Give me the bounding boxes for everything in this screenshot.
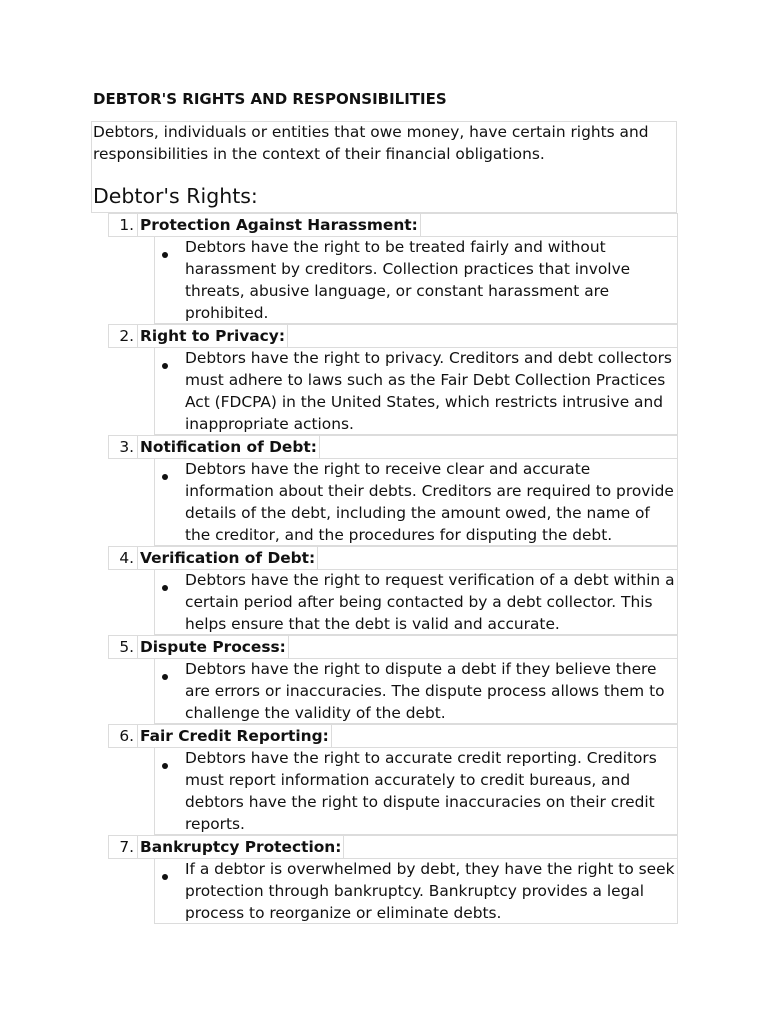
- list-item-heading: Verification of Debt:: [137, 546, 318, 570]
- bullet-icon: [162, 585, 168, 591]
- list-item-heading: Bankruptcy Protection:: [137, 835, 344, 859]
- list-item-number: 4.: [119, 549, 134, 567]
- list-item-heading: Dispute Process:: [137, 635, 289, 659]
- bullet-text: Debtors have the right to privacy. Creditors and debt collectors must adhere to laws such as the Fair Debt Collection Practices Act (FDCPA) in the United States, which restricts intrusive and inappropriate actions.: [185, 349, 672, 433]
- bullet-icon: [162, 474, 168, 480]
- bullet-text: Debtors have the right to be treated fairly and without harassment by creditors. Collection practices that involve threats, abusive language, or constant harassment are prohibited.: [185, 238, 631, 322]
- bullet-text: Debtors have the right to accurate credit reporting. Creditors must report information accurately to credit bureaus, and debtors have the right to dispute inaccuracies on their credit reports.: [185, 749, 657, 833]
- bullet-text: If a debtor is overwhelmed by debt, they have the right to seek protection through bankruptcy. Bankruptcy provides a legal process to reorganize or eliminate debts.: [185, 860, 675, 922]
- list-item-number: 2.: [119, 327, 134, 345]
- bullet-text: Debtors have the right to dispute a debt if they believe there are errors or inaccuracies. The dispute process allows them to challenge the validity of the debt.: [185, 660, 665, 722]
- bullet-icon: [162, 363, 168, 369]
- list-item-number: 7.: [119, 838, 134, 856]
- bullet-text: Debtors have the right to receive clear and accurate information about their debts. Creditors are required to provide details of the debt, including the amount owed, the name of the creditor, and the procedures for disputing the debt.: [185, 460, 674, 544]
- bullet-icon: [162, 763, 168, 769]
- list-item-heading: Notification of Debt:: [137, 435, 320, 459]
- list-item-heading: Protection Against Harassment:: [137, 213, 421, 237]
- list-item-heading: Right to Privacy:: [137, 324, 288, 348]
- list-item-number: 6.: [119, 727, 134, 745]
- bullet-icon: [162, 674, 168, 680]
- rights-heading: Debtor's Rights:: [93, 184, 258, 208]
- list-item-heading: Fair Credit Reporting:: [137, 724, 332, 748]
- bullet-icon: [162, 252, 168, 258]
- bullet-icon: [162, 874, 168, 880]
- list-item-number: 3.: [119, 438, 134, 456]
- intro-paragraph: Debtors, individuals or entities that owe money, have certain rights and responsibilities in the context of their financial obligations.: [93, 123, 649, 163]
- bullet-text: Debtors have the right to request verification of a debt within a certain period after being contacted by a debt collector. This helps ensure that the debt is valid and accurate.: [185, 571, 675, 633]
- document-title: DEBTOR'S RIGHTS AND RESPONSIBILITIES: [93, 90, 447, 108]
- list-item-number: 5.: [119, 638, 134, 656]
- list-item-number: 1.: [119, 216, 134, 234]
